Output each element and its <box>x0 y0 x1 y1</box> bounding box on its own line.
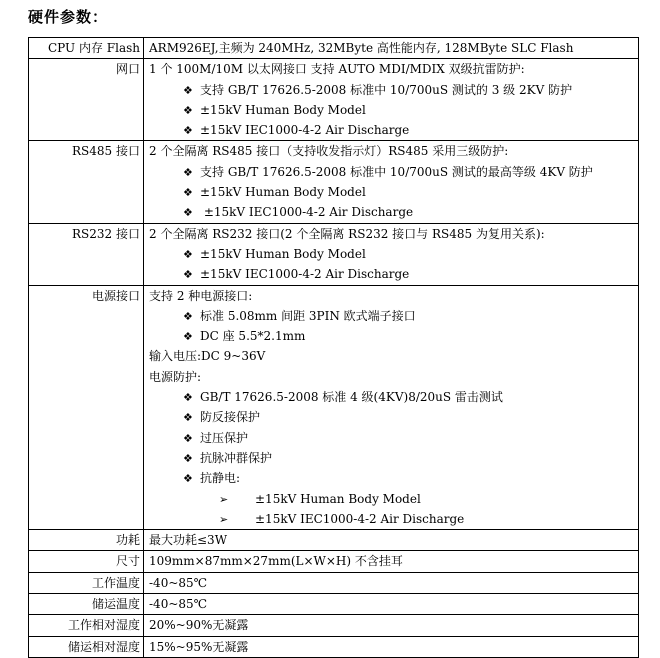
spec-line-text: 抗静电: <box>200 471 241 486</box>
spec-row <box>29 285 639 530</box>
diamond-bullet-icon: ❖ <box>183 309 193 323</box>
spec-line-text: ±15kV IEC1000-4-2 Air Discharge <box>255 511 465 526</box>
spec-row <box>29 530 639 551</box>
spec-text-line <box>149 286 638 306</box>
spec-bullet-line <box>149 387 638 407</box>
spec-line-text: 1 个 100M/10M 以太网接口 支持 AUTO MDI/MDIX 双级抗雷防护: <box>149 62 525 77</box>
hardware-spec-table <box>28 37 639 658</box>
spec-bullet-line <box>149 100 638 120</box>
spec-line-text: 输入电压:DC 9~36V <box>149 349 266 364</box>
spec-line-text: ARM926EJ,主频为 240MHz, 32MByte 高性能内存, 128MByte SLC Flash <box>149 41 574 55</box>
spec-line-text: 20%~90%无凝露 <box>149 618 249 633</box>
spec-bullet-line <box>149 162 638 182</box>
spec-line-text: 抗脉冲群保护 <box>200 450 273 465</box>
diamond-bullet-icon: ❖ <box>183 391 193 405</box>
spec-label: 储运温度 <box>29 594 144 615</box>
spec-text-line <box>149 346 638 366</box>
spec-value <box>144 594 639 615</box>
spec-line-text: 支持 GB/T 17626.5-2008 标准中 10/700uS 测试的最高等级 4KV 防护 <box>200 164 593 179</box>
spec-line-text: 15%~95%无凝露 <box>149 639 249 654</box>
spec-line-text: GB/T 17626.5-2008 标准 4 级(4KV)8/20uS 雷击测试 <box>200 390 503 405</box>
diamond-bullet-icon: ❖ <box>183 83 193 97</box>
spec-line-text: 电源防护: <box>149 369 202 384</box>
arrow-bullet-icon: ➢ <box>219 512 229 526</box>
spec-line-text: -40~85℃ <box>149 597 208 612</box>
spec-label: 尺寸 <box>29 551 144 572</box>
diamond-bullet-icon: ❖ <box>183 206 193 220</box>
diamond-bullet-icon: ❖ <box>183 247 193 261</box>
spec-line-text: ±15kV Human Body Model <box>255 491 421 506</box>
spec-bullet-line <box>149 468 638 488</box>
spec-line-text: 防反接保护 <box>200 410 261 425</box>
diamond-bullet-icon: ❖ <box>183 431 193 445</box>
spec-line-text: 2 个全隔离 RS232 接口(2 个全隔离 RS232 接口与 RS485 为复用关系): <box>149 226 545 241</box>
spec-line-text: 支持 2 种电源接口: <box>149 288 253 303</box>
spec-bullet-line <box>149 428 638 448</box>
spec-bullet-line <box>149 407 638 427</box>
spec-row <box>29 38 639 59</box>
spec-label: RS232 接口 <box>29 223 144 285</box>
spec-row <box>29 572 639 593</box>
spec-row <box>29 141 639 223</box>
spec-line-text: 支持 GB/T 17626.5-2008 标准中 10/700uS 测试的 3 级 2KV 防护 <box>200 82 573 97</box>
diamond-bullet-icon: ❖ <box>183 472 193 486</box>
spec-text-line <box>149 141 638 161</box>
spec-line-text: ±15kV IEC1000-4-2 Air Discharge <box>200 205 414 220</box>
diamond-bullet-icon: ❖ <box>183 451 193 465</box>
spec-text-line <box>149 594 638 614</box>
spec-value <box>144 59 639 141</box>
spec-bullet-line <box>149 306 638 326</box>
spec-row <box>29 551 639 572</box>
spec-bullet-line <box>149 80 638 100</box>
diamond-bullet-icon: ❖ <box>183 411 193 425</box>
spec-text-line <box>149 551 638 571</box>
spec-line-text: ±15kV IEC1000-4-2 Air Discharge <box>200 123 410 138</box>
spec-line-text: 最大功耗≤3W <box>149 533 228 548</box>
spec-line-text: ±15kV Human Body Model <box>200 246 366 261</box>
spec-label: 功耗 <box>29 530 144 551</box>
spec-value <box>144 551 639 572</box>
spec-row <box>29 636 639 657</box>
spec-text-line <box>149 38 638 58</box>
spec-label: 工作温度 <box>29 572 144 593</box>
spec-line-text: 109mm×87mm×27mm(L×W×H) 不含挂耳 <box>149 554 403 569</box>
spec-text-line <box>149 367 638 387</box>
spec-table-body <box>29 38 639 658</box>
spec-line-text: -40~85℃ <box>149 575 208 590</box>
spec-line-text: 过压保护 <box>200 430 249 445</box>
diamond-bullet-icon: ❖ <box>183 124 193 138</box>
spec-value <box>144 141 639 223</box>
spec-label: 网口 <box>29 59 144 141</box>
spec-label: 电源接口 <box>29 285 144 530</box>
spec-value <box>144 223 639 285</box>
spec-line-text: 标准 5.08mm 间距 3PIN 欧式端子接口 <box>200 308 416 323</box>
spec-bullet-line <box>149 448 638 468</box>
diamond-bullet-icon: ❖ <box>183 165 193 179</box>
spec-text-line <box>149 637 638 657</box>
spec-label: 储运相对湿度 <box>29 636 144 657</box>
spec-line-text: DC 座 5.5*2.1mm <box>200 329 306 344</box>
spec-value <box>144 572 639 593</box>
spec-row <box>29 223 639 285</box>
diamond-bullet-icon: ❖ <box>183 186 193 200</box>
spec-value <box>144 636 639 657</box>
section-heading: 硬件参数： <box>28 8 109 26</box>
spec-line-text: 2 个全隔离 RS485 接口（支持收发指示灯）RS485 采用三级防护: <box>149 144 509 159</box>
spec-row <box>29 594 639 615</box>
spec-value <box>144 285 639 530</box>
diamond-bullet-icon: ❖ <box>183 103 193 117</box>
spec-bullet-line <box>149 489 638 509</box>
spec-value <box>144 615 639 636</box>
spec-line-text: ±15kV Human Body Model <box>200 185 366 200</box>
spec-label: 工作相对湿度 <box>29 615 144 636</box>
spec-bullet-line <box>149 244 638 264</box>
spec-bullet-line <box>149 120 638 140</box>
spec-bullet-line <box>149 202 638 222</box>
spec-bullet-line <box>149 264 638 284</box>
spec-label: CPU 内存 Flash <box>29 38 144 59</box>
spec-value <box>144 38 639 59</box>
arrow-bullet-icon: ➢ <box>219 492 229 506</box>
spec-text-line <box>149 615 638 635</box>
spec-text-line <box>149 224 638 244</box>
spec-line-text: ±15kV IEC1000-4-2 Air Discharge <box>200 267 410 282</box>
spec-row <box>29 615 639 636</box>
spec-label: RS485 接口 <box>29 141 144 223</box>
spec-text-line <box>149 530 638 550</box>
spec-bullet-line <box>149 326 638 346</box>
diamond-bullet-icon: ❖ <box>183 330 193 344</box>
spec-line-text: ±15kV Human Body Model <box>200 102 366 117</box>
diamond-bullet-icon: ❖ <box>183 268 193 282</box>
spec-text-line <box>149 573 638 593</box>
spec-row <box>29 59 639 141</box>
spec-value <box>144 530 639 551</box>
spec-bullet-line <box>149 509 638 529</box>
spec-text-line <box>149 59 638 79</box>
spec-bullet-line <box>149 182 638 202</box>
